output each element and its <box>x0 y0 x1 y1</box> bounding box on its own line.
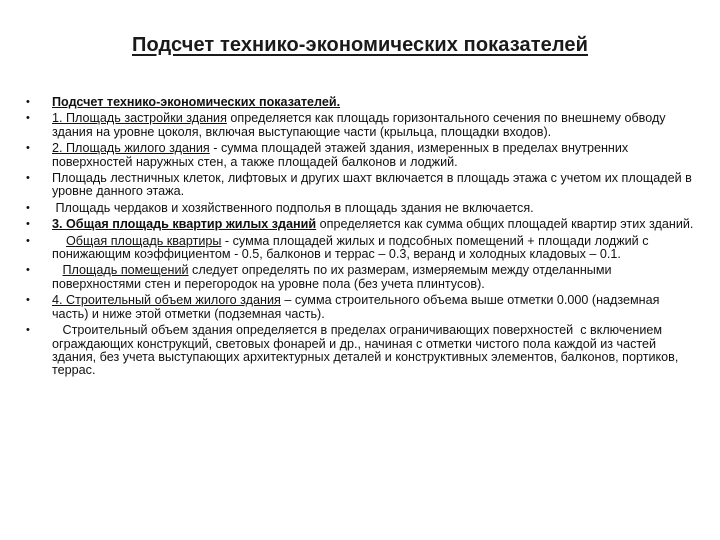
item-term: 1. Площадь застройки здания <box>52 111 227 126</box>
list-item <box>26 96 698 109</box>
bullet-icon: • <box>26 112 30 125</box>
list-item <box>26 112 698 139</box>
bullet-icon: • <box>26 234 30 247</box>
item-term: 4. Строительный объем жилого здания <box>52 293 281 308</box>
bullet-icon: • <box>26 294 30 307</box>
item-text: - сумма площадей жилых и подсобных помещений + площади лоджий с понижающим коэффициентом - 0.5, балконов и террас – 0.3, веранд и холодных кладовых – 0.1. <box>52 233 649 262</box>
list-item <box>26 264 698 291</box>
bullet-icon: • <box>26 142 30 155</box>
item-text: Строительный объем здания определяется в пределах ограничивающих поверхностей с включением ограждающих конструкций, световых фонарей и др., начиная с отметки чистого пола каждой из частей здания, без учета выступающих архитектурных деталей и конструктивных элементов, балконов, портиков, террас. <box>52 323 682 378</box>
item-text: следует определять по их размерам, измеряемым между отделанными поверхностями стен и перегородок на уровне пола (без учета плинтусов). <box>52 263 612 291</box>
bullet-list <box>26 96 698 381</box>
bullet-icon: • <box>26 324 30 337</box>
item-term: Площадь помещений <box>62 263 189 278</box>
item-term: 3. Общая площадь квартир жилых зданий <box>52 217 317 232</box>
item-text: – сумма строительного объема выше отметки 0.000 (надземная часть) и ниже этой отметки (подземная часть). <box>52 293 660 321</box>
bullet-icon: • <box>26 172 30 185</box>
bullet-icon: • <box>26 218 30 231</box>
list-item <box>26 218 698 231</box>
item-text: - сумма площадей этажей здания, измеренных в пределах внутренних поверхностей наружных стен, а также площадей балконов и лоджий. <box>52 141 629 169</box>
item-text: определяется как площадь горизонтального сечения по внешнему обводу здания на уровне цоколя, включая выступающие части (крыльца, площадки входов). <box>52 111 666 139</box>
item-lead <box>52 263 63 277</box>
bullet-icon: • <box>26 96 30 108</box>
list-item <box>26 324 698 378</box>
list-item <box>26 235 698 262</box>
list-item <box>26 172 698 199</box>
bullet-icon: • <box>26 264 30 277</box>
list-item <box>26 202 698 215</box>
item-term: Подсчет технико-экономических показателей. <box>52 95 341 109</box>
item-term: 2. Площадь жилого здания <box>52 141 210 156</box>
slide-title: Подсчет технико-экономических показателей <box>131 34 589 56</box>
item-lead <box>52 234 66 248</box>
item-text: определяется как сумма общих площадей квартир этих зданий. <box>316 217 694 232</box>
list-item <box>26 294 698 321</box>
item-text: Площадь чердаков и хозяйственного подполья в площадь здания не включается. <box>52 200 534 215</box>
item-term: Общая площадь квартиры <box>66 233 222 248</box>
bullet-icon: • <box>26 201 30 214</box>
item-text: Площадь лестничных клеток, лифтовых и других шахт включается в площадь этажа с учетом их площадей в уровне данного этажа. <box>52 171 692 199</box>
list-item <box>26 142 698 169</box>
